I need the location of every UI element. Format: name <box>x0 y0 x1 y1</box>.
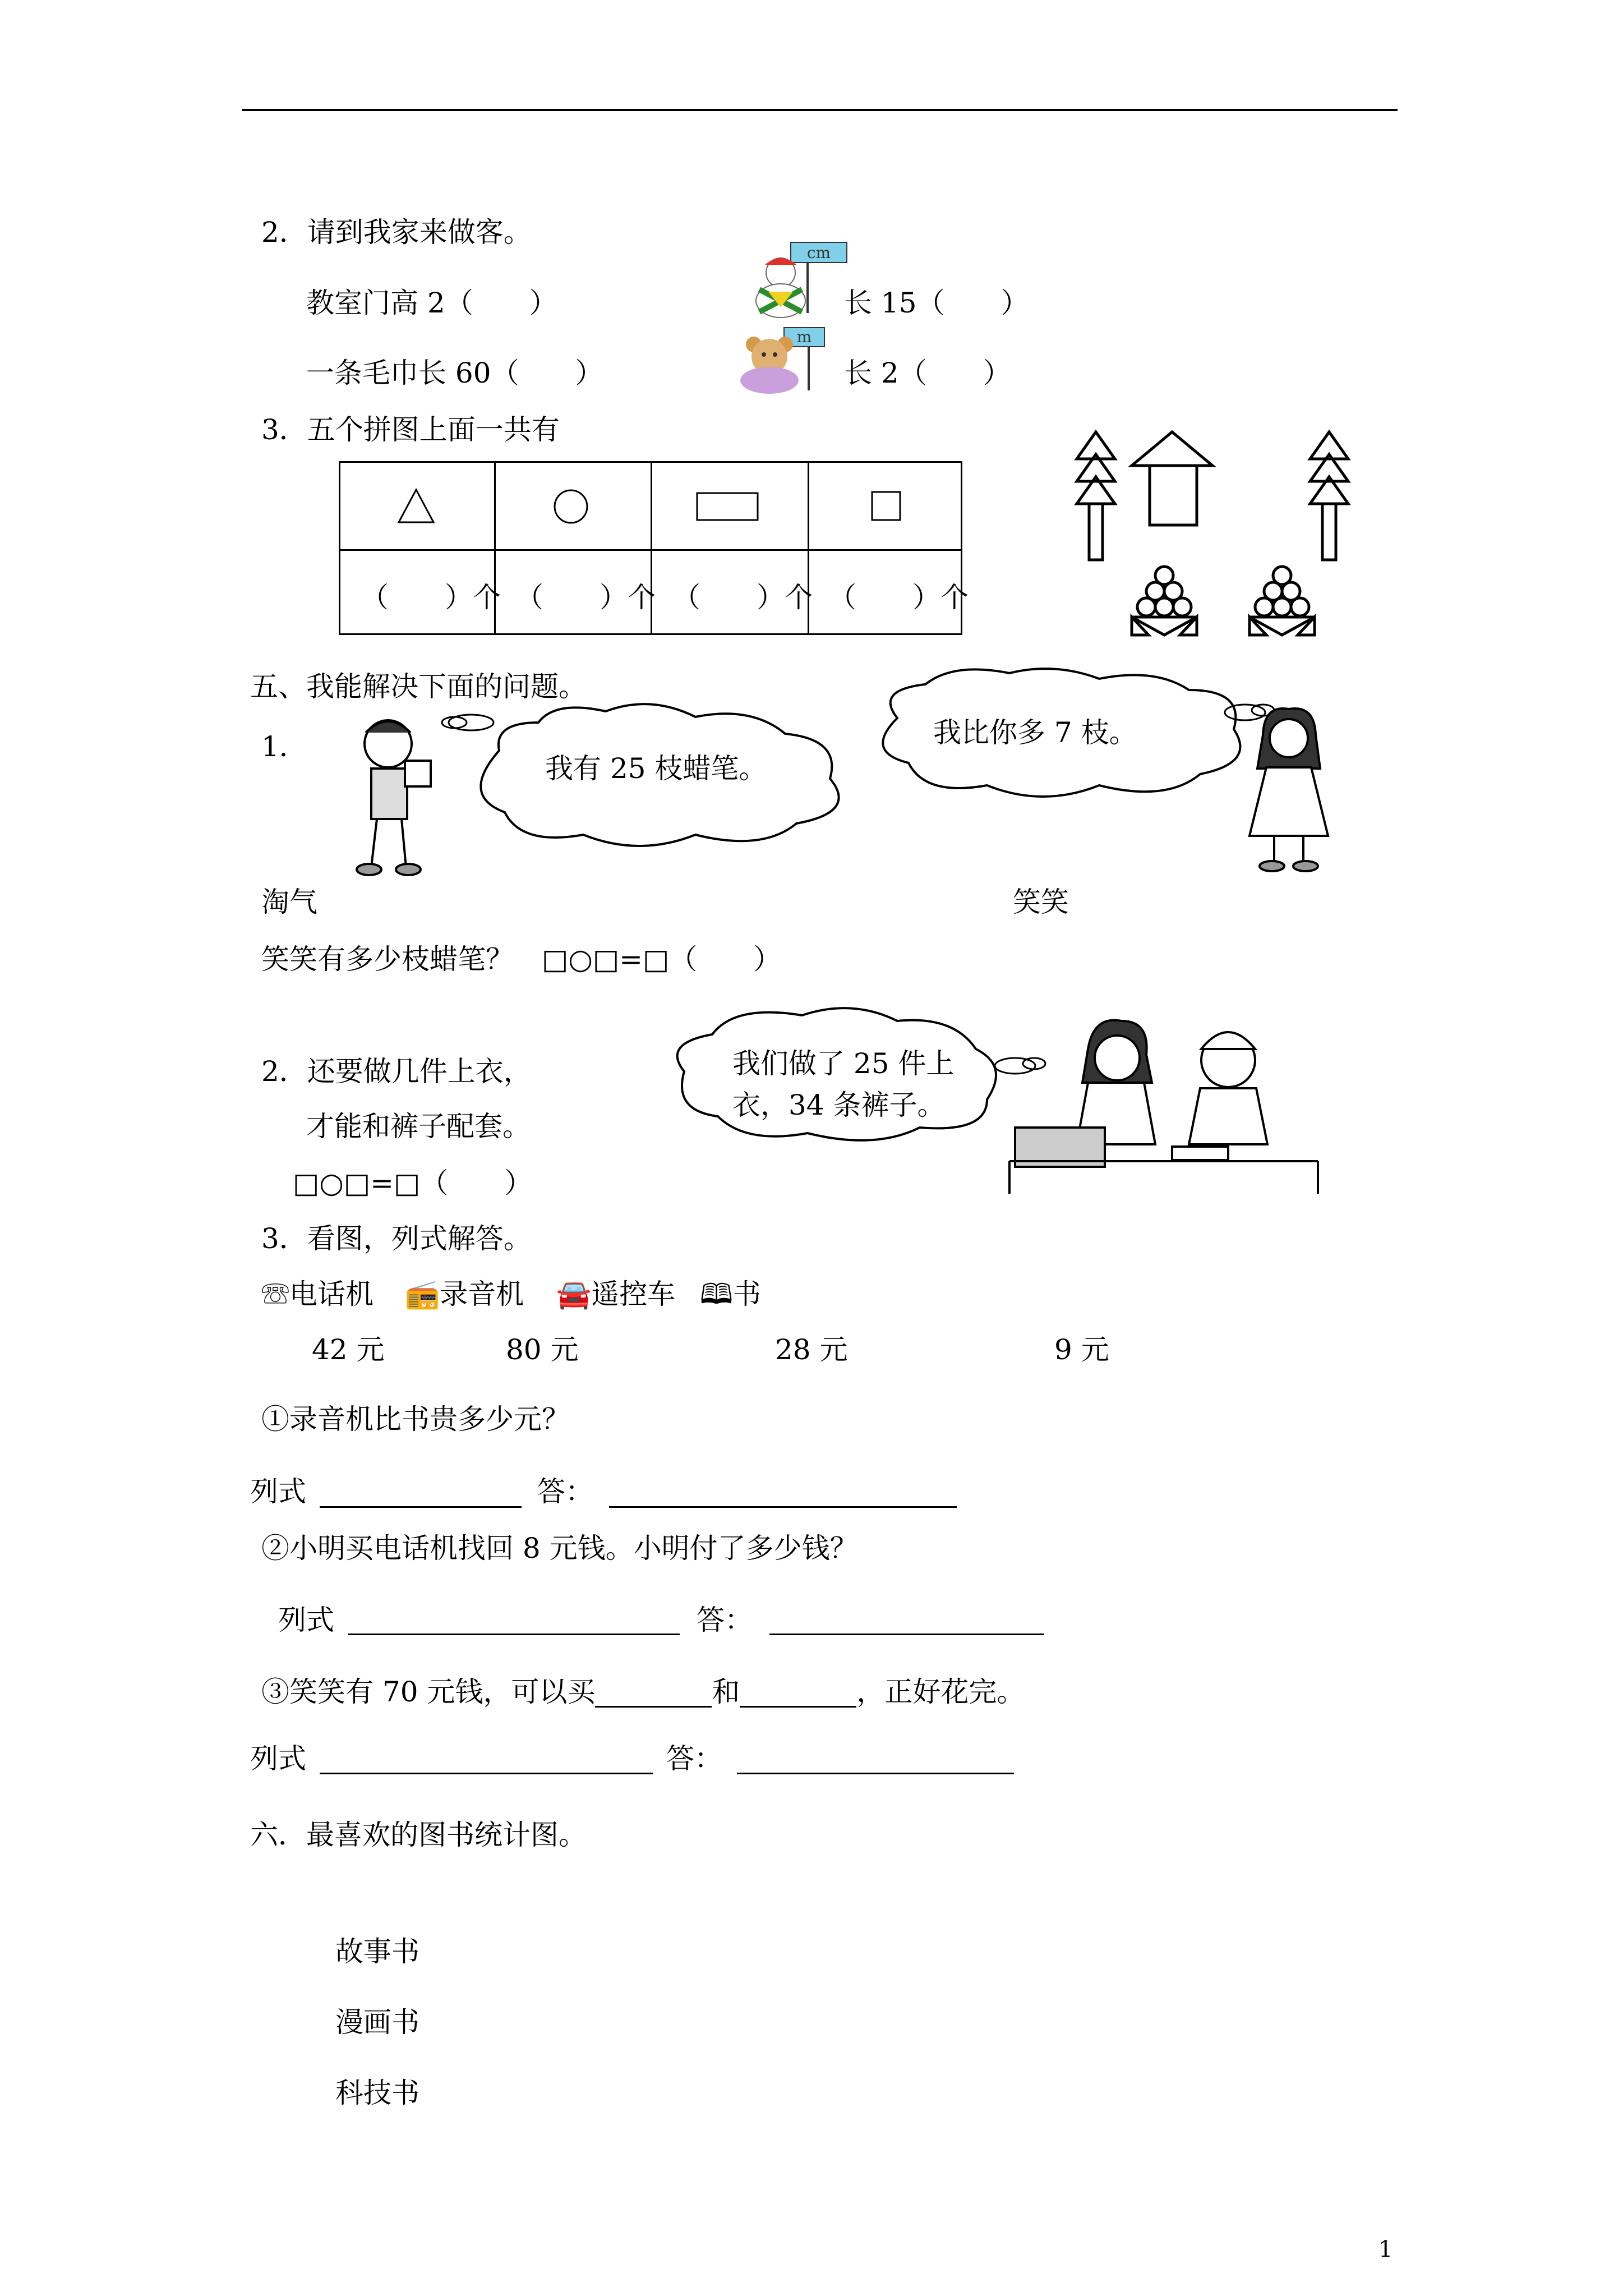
q3-answer-blank[interactable] <box>737 1773 1014 1774</box>
p2-formula: □○□=□（ ） <box>293 1167 533 1199</box>
q2-row2-left: 一条毛巾长 60（ ） <box>306 357 603 389</box>
price-book: 9 元 <box>1054 1333 1109 1366</box>
count-cell-triangle: （ ）个 <box>361 581 501 614</box>
q3-blank-1[interactable] <box>595 1678 712 1708</box>
q2-row1-left: 教室门高 2（ ） <box>306 287 557 319</box>
workers-illustration <box>1004 1010 1329 1195</box>
section6-title: 六．最喜欢的图书统计图。 <box>250 1819 587 1851</box>
q2-formula-blank[interactable] <box>348 1634 680 1635</box>
item-book: 🕮书 <box>700 1278 761 1310</box>
count-cell-circle: （ ）个 <box>515 581 656 614</box>
q1-formula-blank[interactable] <box>320 1506 522 1508</box>
remote-car-icon: 🚘 <box>556 1278 592 1310</box>
q2-title: 2．请到我家来做客。 <box>261 216 532 249</box>
item-tape-recorder: 📻录音机 <box>405 1278 524 1310</box>
q3-formula-label: 列式 <box>250 1742 306 1775</box>
bubble-right-text: 我比你多 7 枝。 <box>933 716 1137 749</box>
q3-blank-2[interactable] <box>740 1678 856 1708</box>
girl-xiaoxiao-illustration <box>1233 701 1345 875</box>
square-shape-icon <box>868 487 907 527</box>
item-remote-car: 🚘遥控车 <box>556 1278 676 1310</box>
p1-num: 1． <box>261 730 307 763</box>
price-remote-car: 28 元 <box>775 1333 848 1366</box>
book-icon: 🕮 <box>700 1278 733 1310</box>
name-xiaoxiao: 笑笑 <box>1013 886 1069 918</box>
q3-answer-label: 答： <box>666 1742 722 1775</box>
header-rule <box>242 109 1398 111</box>
q2-row2-right: 长 2（ ） <box>844 357 1011 389</box>
snowman-icon <box>746 240 852 319</box>
bear-icon <box>735 324 836 397</box>
tape-recorder-icon: 📻 <box>405 1278 440 1310</box>
section5-title: 五、我能解决下面的问题。 <box>250 670 587 703</box>
chart-row-science: 科技书 <box>335 2077 419 2109</box>
q1-answer-label: 答： <box>537 1475 593 1508</box>
q2-row1-right: 长 15（ ） <box>844 287 1029 319</box>
q2-answer-label: 答： <box>697 1604 753 1636</box>
rectangle-shape-icon <box>695 487 762 527</box>
chart-row-story: 故事书 <box>335 1935 419 1968</box>
bubble-workers-line1: 我们做了 25 件上 <box>732 1047 955 1080</box>
sign-cm: cm <box>806 243 831 262</box>
q2-formula-label: 列式 <box>278 1604 334 1636</box>
item-telephone: ☏电话机 <box>261 1278 374 1310</box>
q3-title: 3．五个拼图上面一共有 <box>261 413 560 446</box>
shape-count-table <box>339 461 969 635</box>
bubble-left-text: 我有 25 枝蜡笔。 <box>545 752 767 785</box>
p3-q2: ②小明买电话机找回 8 元钱。小明付了多少钱？ <box>261 1532 858 1565</box>
circle-shape-icon <box>551 487 591 527</box>
puzzle-figures <box>1066 426 1368 639</box>
p3-q1: ①录音机比书贵多少元？ <box>261 1403 570 1435</box>
chart-row-comic: 漫画书 <box>335 2006 419 2039</box>
p2-line1: 2．还要做几件上衣， <box>261 1055 532 1088</box>
price-telephone: 42 元 <box>312 1333 385 1366</box>
q3-formula-blank[interactable] <box>320 1773 653 1774</box>
p2-line2: 才能和裤子配套。 <box>306 1110 531 1143</box>
count-cell-square: （ ）个 <box>828 581 969 614</box>
name-taoqi: 淘气 <box>261 886 317 918</box>
q2-answer-blank[interactable] <box>769 1634 1044 1635</box>
sign-m: m <box>796 328 812 346</box>
bubble-workers-line2: 衣，34 条裤子。 <box>732 1089 946 1121</box>
triangle-shape-icon <box>396 487 436 527</box>
q1-answer-blank[interactable] <box>609 1506 957 1508</box>
p3-title: 3．看图，列式解答。 <box>261 1222 532 1255</box>
p1-question: 笑笑有多少枝蜡笔？ □○□=□（ ） <box>261 943 782 976</box>
page-number: 1 <box>1378 2237 1393 2262</box>
telephone-icon: ☏ <box>261 1278 289 1310</box>
price-tape-recorder: 80 元 <box>506 1333 579 1366</box>
q1-formula-label: 列式 <box>250 1475 306 1508</box>
p3-q3: ③笑笑有 70 元钱，可以买 和 ，正好花完。 <box>261 1676 1025 1708</box>
count-cell-rectangle: （ ）个 <box>672 581 813 614</box>
